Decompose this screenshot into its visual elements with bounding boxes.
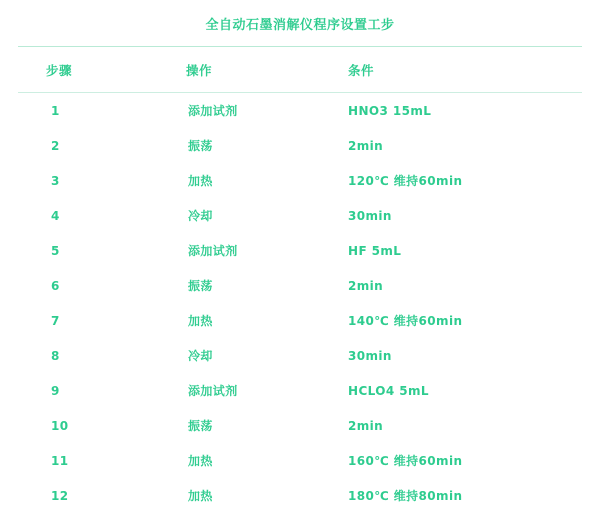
program-table-body-wrapper <box>0 93 600 513</box>
cell-condition: 180℃ 维持80min <box>348 489 463 503</box>
column-header-step: 步骤 <box>46 63 73 78</box>
table-header <box>18 47 600 92</box>
program-table-body <box>18 93 600 513</box>
cell-operation: 振荡 <box>188 139 213 153</box>
table-row <box>18 93 600 128</box>
cell-condition: 30min <box>348 348 392 363</box>
table-row <box>18 373 600 408</box>
cell-operation: 添加试剂 <box>188 244 238 258</box>
cell-step: 10 <box>51 418 69 433</box>
cell-operation: 加热 <box>188 489 213 503</box>
cell-operation: 加热 <box>188 454 213 468</box>
cell-operation: 冷却 <box>188 209 213 223</box>
cell-operation: 振荡 <box>188 279 213 293</box>
cell-condition: 2min <box>348 418 384 433</box>
cell-step: 2 <box>51 138 60 153</box>
cell-operation: 添加试剂 <box>188 384 238 398</box>
cell-step: 3 <box>51 173 60 188</box>
cell-condition: 30min <box>348 208 392 223</box>
table-row <box>18 303 600 338</box>
cell-step: 9 <box>51 383 60 398</box>
page-title: 全自动石墨消解仪程序设置工步 <box>205 18 395 33</box>
cell-condition: 2min <box>348 278 384 293</box>
table-row <box>18 478 600 513</box>
cell-condition: 160℃ 维持60min <box>348 454 463 468</box>
cell-operation: 加热 <box>188 314 213 328</box>
table-row <box>18 408 600 443</box>
cell-step: 4 <box>51 208 60 223</box>
cell-condition: HNO3 15mL <box>348 103 432 118</box>
cell-step: 11 <box>51 453 69 468</box>
cell-operation: 振荡 <box>188 419 213 433</box>
cell-step: 6 <box>51 278 60 293</box>
program-table <box>18 47 600 92</box>
cell-condition: 140℃ 维持60min <box>348 314 463 328</box>
cell-condition: 120℃ 维持60min <box>348 174 463 188</box>
cell-step: 7 <box>51 313 60 328</box>
cell-condition: HF 5mL <box>348 243 402 258</box>
table-header-row <box>18 47 600 92</box>
cell-condition: HCLO4 5mL <box>348 383 429 398</box>
cell-step: 12 <box>51 488 69 503</box>
table-row <box>18 268 600 303</box>
cell-operation: 冷却 <box>188 349 213 363</box>
table-row <box>18 163 600 198</box>
table-body <box>18 93 600 513</box>
cell-step: 1 <box>51 103 60 118</box>
cell-step: 8 <box>51 348 60 363</box>
program-table-wrapper <box>0 47 600 92</box>
table-row <box>18 443 600 478</box>
cell-operation: 添加试剂 <box>188 104 238 118</box>
table-row <box>18 338 600 373</box>
column-header-operation: 操作 <box>186 63 213 78</box>
column-header-condition: 条件 <box>348 63 375 78</box>
table-row <box>18 198 600 233</box>
table-row <box>18 128 600 163</box>
cell-operation: 加热 <box>188 174 213 188</box>
table-row <box>18 233 600 268</box>
cell-step: 5 <box>51 243 60 258</box>
cell-condition: 2min <box>348 138 384 153</box>
